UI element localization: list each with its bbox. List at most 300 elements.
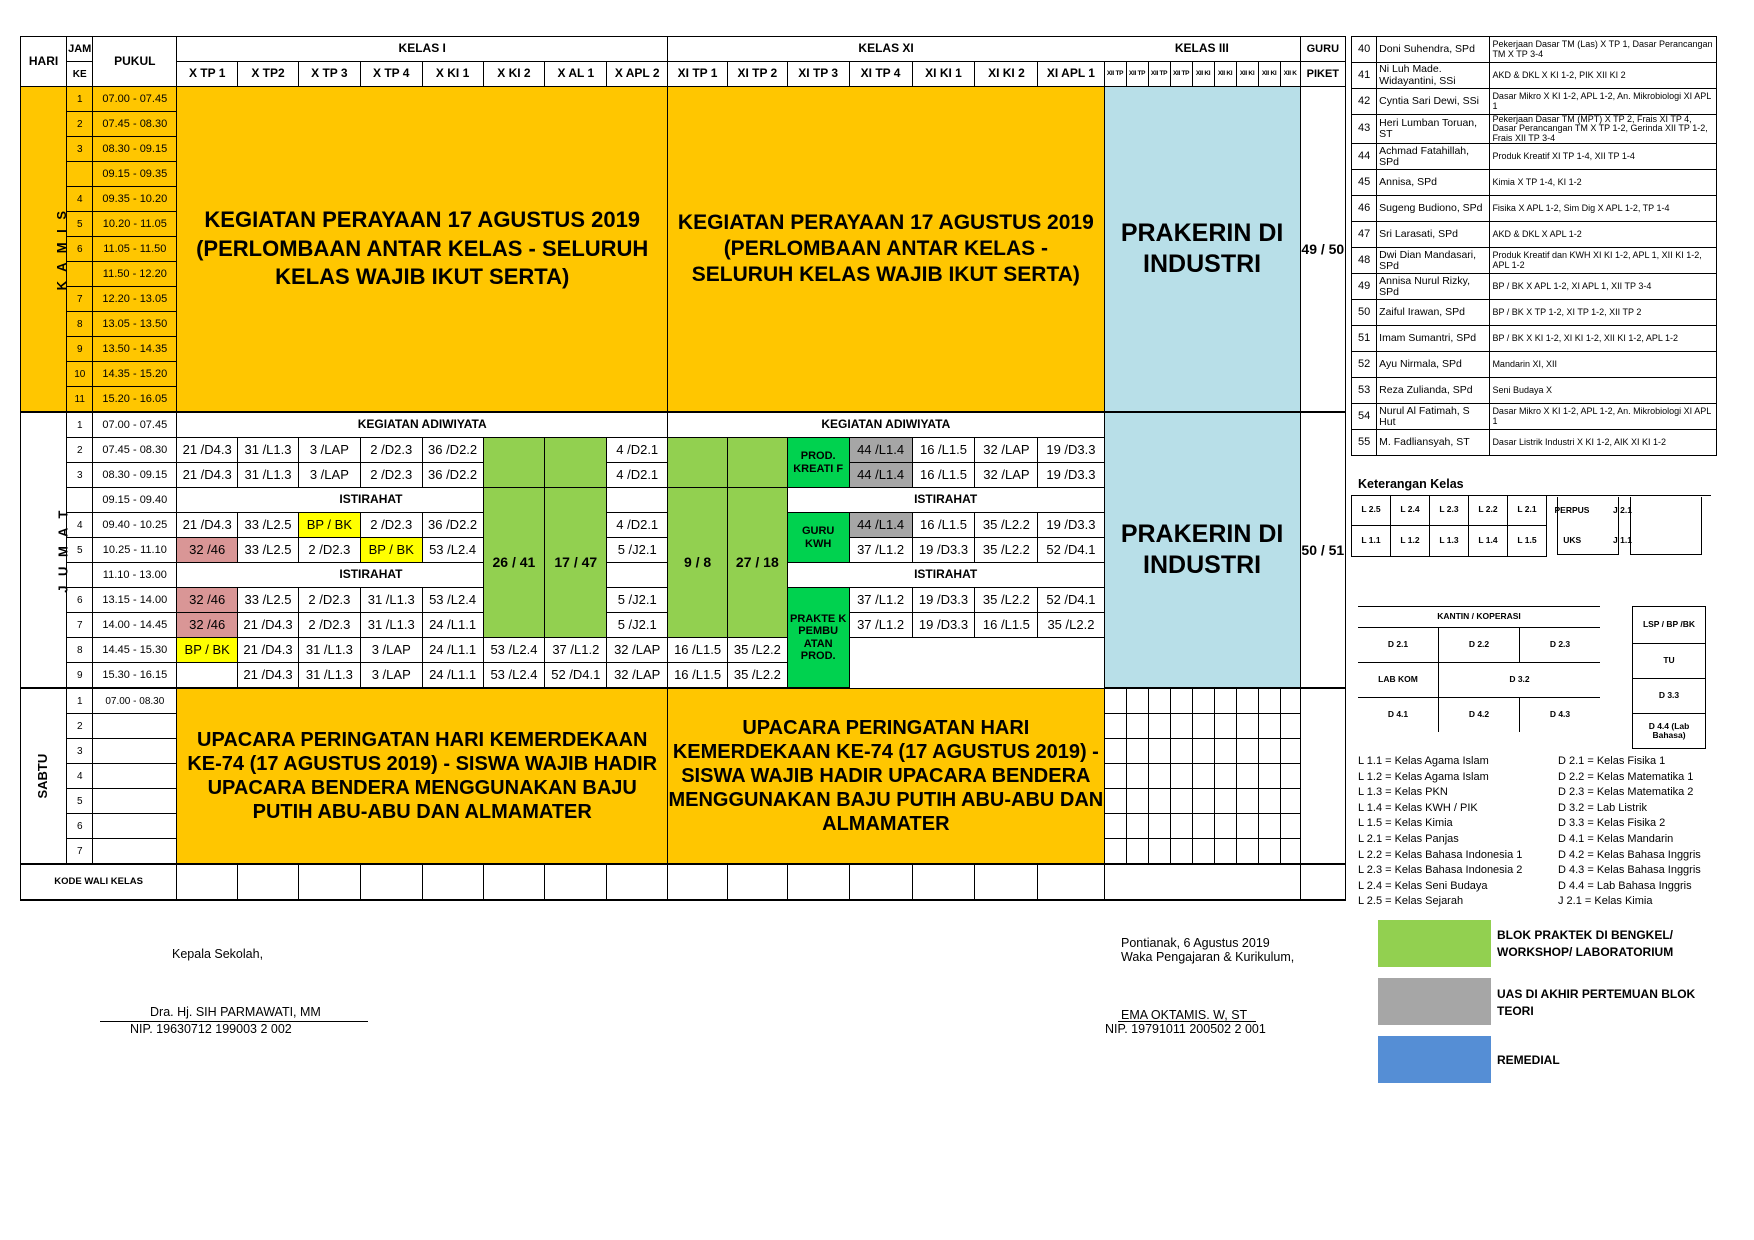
sig-left-nip: NIP. 19630712 199003 2 002 (130, 1022, 292, 1036)
practice-block (545, 438, 607, 488)
room-perpus: PERPUS (1554, 504, 1590, 515)
schedule-cell: 21 /D4.3 (238, 638, 299, 663)
schedule-cell: 16 /L1.5 (668, 638, 728, 663)
block-xi-tp2: 27 / 18 (727, 488, 787, 638)
period-time: 09.15 - 09.40 (93, 488, 177, 513)
class-xi-tp4: XI TP 4 (849, 62, 912, 87)
teacher-row (1352, 404, 1717, 430)
schedule-cell: 21 /D4.3 (177, 513, 238, 538)
period-no: 1 (67, 688, 93, 714)
istirahat-xi: ISTIRAHAT (787, 488, 1104, 513)
schedule-cell: 31 /L1.3 (360, 588, 422, 613)
teacher-name: Nurul Al Fatimah, S Hut (1377, 404, 1490, 430)
schedule-cell: 36 /D2.2 (422, 438, 483, 463)
teacher-no: 46 (1352, 196, 1377, 222)
period-no: 1 (67, 87, 93, 112)
keterangan-title: Keterangan Kelas (1358, 477, 1464, 491)
schedule-cell: 53 /L2.4 (483, 638, 545, 663)
period-time: 07.00 - 07.45 (93, 412, 177, 438)
legend-item: D 4.1 = Kelas Mandarin (1558, 832, 1674, 845)
schedule-cell: 21 /D4.3 (177, 463, 238, 488)
teacher-no: 51 (1352, 326, 1377, 352)
legend-item: D 3.3 = Kelas Fisika 2 (1558, 817, 1666, 830)
period-time: 11.10 - 13.00 (93, 563, 177, 588)
schedule-cell: 32 /46 (177, 613, 238, 638)
room-uks: UKS (1563, 535, 1582, 546)
class-xii: XII K (1280, 62, 1300, 87)
schedule-cell: 24 /L1.1 (422, 613, 483, 638)
schedule-cell: 31 /L1.3 (298, 638, 360, 663)
teachers-table (1351, 36, 1717, 456)
schedule-cell: 37 /L1.2 (849, 613, 912, 638)
class-xii: XII KI (1236, 62, 1258, 87)
schedule-table (20, 36, 1346, 901)
class-xi-ki2: XI KI 2 (975, 62, 1038, 87)
practice-block (727, 438, 787, 488)
istirahat-x: ISTIRAHAT (177, 563, 483, 588)
period-time: 14.35 - 15.20 (93, 362, 177, 387)
legend-item: D 4.3 = Kelas Bahasa Inggris (1558, 864, 1701, 877)
period-no: 8 (67, 312, 93, 337)
room-labkom: LAB KOM (1358, 663, 1439, 698)
room-cell: L 1.1 (1352, 526, 1391, 557)
legend-item: L 1.1 = Kelas Agama Islam (1358, 755, 1489, 767)
teacher-row (1352, 170, 1717, 196)
period-time: 11.05 - 11.50 (93, 237, 177, 262)
schedule-cell: 3 /LAP (298, 463, 360, 488)
teacher-subject: BP / BK X TP 1-2, XI TP 1-2, XII TP 2 (1490, 300, 1717, 326)
teacher-subject: Produk Kreatif XI TP 1-4, XII TP 1-4 (1490, 144, 1717, 170)
legend-item: D 3.2 = Lab Listrik (1558, 801, 1647, 814)
sig-left-title: Kepala Sekolah, (172, 947, 264, 961)
swatch-remedial-label: REMEDIAL (1497, 1053, 1560, 1067)
header-kelas-xii: KELAS III (1104, 37, 1300, 62)
legend-item: L 2.5 = Kelas Sejarah (1358, 895, 1464, 908)
schedule-cell: 19 /D3.3 (912, 613, 975, 638)
period-time: 07.45 - 08.30 (93, 438, 177, 463)
period-time: 13.50 - 14.35 (93, 337, 177, 362)
guru-kwh-cell: GURU KWH (787, 513, 849, 563)
room-cell: L 2.1 (1508, 495, 1547, 526)
legend-l-list (1358, 754, 1558, 910)
kode-wali-label: KODE WALI KELAS (21, 864, 177, 900)
schedule-cell: 2 /D2.3 (360, 438, 422, 463)
room-cell: L 2.3 (1430, 495, 1469, 526)
period-no: 7 (67, 839, 93, 865)
teacher-subject: Seni Budaya X (1490, 378, 1717, 404)
teacher-subject: Produk Kreatif dan KWH XI KI 1-2, APL 1, XII KI 1-2, APL 1-2 (1490, 248, 1717, 274)
swatch-remedial (1378, 1036, 1491, 1083)
period-time: 10.20 - 11.05 (93, 212, 177, 237)
schedule-cell: 24 /L1.1 (422, 663, 483, 689)
room-tu: TU (1633, 644, 1706, 679)
period-no: 6 (67, 237, 93, 262)
schedule-cell: 4 /D2.1 (607, 463, 668, 488)
teacher-row (1352, 144, 1717, 170)
schedule-cell: 3 /LAP (360, 638, 422, 663)
room-cell: D 2.1 (1358, 628, 1439, 663)
schedule-cell: 44 /L1.4 (849, 513, 912, 538)
legend-item: D 4.2 = Kelas Bahasa Inggris (1558, 848, 1701, 861)
schedule-cell: 52 /D4.1 (1038, 538, 1104, 563)
period-time: 14.45 - 15.30 (93, 638, 177, 663)
period-no: 6 (67, 588, 93, 613)
period-time: 10.25 - 11.10 (93, 538, 177, 563)
room-cell: D 4.3 (1520, 698, 1601, 733)
teacher-name: Doni Suhendra, SPd (1377, 37, 1490, 63)
schedule-cell: 53 /L2.4 (422, 588, 483, 613)
schedule-cell: 24 /L1.1 (422, 638, 483, 663)
room-j21: J 2.1 (1613, 504, 1632, 515)
day-sabtu: SABTU (21, 688, 67, 864)
swatch-praktek-label: BLOK PRAKTEK DI BENGKEL/ WORKSHOP/ LABORATORIUM (1497, 928, 1674, 959)
class-x-tp3: X TP 3 (298, 62, 360, 87)
teacher-subject: Pekerjaan Dasar TM (Las) X TP 1, Dasar Perancangan TM X TP 3-4 (1490, 37, 1717, 63)
period-time: 14.00 - 14.45 (93, 613, 177, 638)
schedule-cell: 31 /L1.3 (238, 463, 299, 488)
room-cell: L 1.5 (1508, 526, 1547, 557)
schedule-cell-bk: BP / BK (177, 638, 238, 663)
period-time: 07.00 - 07.45 (93, 87, 177, 112)
schedule-cell: 35 /L2.2 (975, 538, 1038, 563)
header-kelas-xi: KELAS XI (668, 37, 1104, 62)
schedule-cell: 44 /L1.4 (849, 463, 912, 488)
legend-item: L 2.1 = Kelas Panjas (1358, 832, 1459, 845)
schedule-cell: 35 /L2.2 (975, 588, 1038, 613)
class-x-apl2: X APL 2 (607, 62, 668, 87)
schedule-cell: 53 /L2.4 (422, 538, 483, 563)
legend-item: L 1.5 = Kelas Kimia (1358, 817, 1453, 830)
sig-right-title: Waka Pengajaran & Kurikulum, (1121, 950, 1295, 964)
room-d32: D 3.2 (1439, 663, 1601, 698)
room-cell: L 2.4 (1391, 495, 1430, 526)
prakerin-jumat: PRAKERIN DI INDUSTRI (1104, 412, 1300, 688)
class-xi-ki1: XI KI 1 (912, 62, 975, 87)
period-no: 4 (67, 764, 93, 789)
teacher-name: Imam Sumantri, SPd (1377, 326, 1490, 352)
schedule-cell: 52 /D4.1 (545, 663, 607, 689)
schedule-cell: 16 /L1.5 (975, 613, 1038, 638)
teacher-row (1352, 378, 1717, 404)
period-no: 4 (67, 513, 93, 538)
schedule-cell-bk: BP / BK (298, 513, 360, 538)
class-xii: XII TP (1170, 62, 1192, 87)
swatch-uas-label: UAS DI AKHIR PERTEMUAN BLOK TEORI (1497, 987, 1696, 1018)
room-cell: D 2.2 (1439, 628, 1520, 663)
schedule-cell: 35 /L2.2 (727, 663, 787, 689)
teacher-name: Heri Lumban Toruan, ST (1377, 115, 1490, 144)
class-x-tp1: X TP 1 (177, 62, 238, 87)
sig-left-name: Dra. Hj. SIH PARMAWATI, MM (150, 1005, 321, 1019)
class-xi-tp1: XI TP 1 (668, 62, 728, 87)
schedule-cell: 2 /D2.3 (360, 513, 422, 538)
prakerin-kamis: PRAKERIN DI INDUSTRI (1104, 87, 1300, 413)
teacher-subject: Fisika X APL 1-2, Sim Dig X APL 1-2, TP 1-4 (1490, 196, 1717, 222)
ceremony-kelas-xi: UPACARA PERINGATAN HARI KEMERDEKAAN KE-74 (17 AGUSTUS 2019) - SISWA WAJIB HADIR UPACARA BENDERA MENGGUNAKAN BAJU PUTIH ABU-ABU DAN ALMAMATER (668, 688, 1104, 864)
teacher-row (1352, 89, 1717, 115)
teacher-row (1352, 274, 1717, 300)
header-piket: PIKET (1300, 62, 1345, 87)
teacher-no: 40 (1352, 37, 1377, 63)
teacher-row (1352, 115, 1717, 144)
teacher-no: 52 (1352, 352, 1377, 378)
room-lsp: LSP / BP /BK (1633, 607, 1706, 644)
period-no: 10 (67, 362, 93, 387)
room-box (1557, 497, 1619, 555)
room-cell: L 1.2 (1391, 526, 1430, 557)
period-no: 6 (67, 814, 93, 839)
schedule-cell: 19 /D3.3 (1038, 463, 1104, 488)
teacher-name: Annisa, SPd (1377, 170, 1490, 196)
class-x-ki1: X KI 1 (422, 62, 483, 87)
schedule-cell: 32 /LAP (607, 663, 668, 689)
legend-d-list (1558, 754, 1738, 910)
room-cell: L 1.3 (1430, 526, 1469, 557)
piket-kamis: 49 / 50 (1300, 87, 1345, 413)
period-time: 09.15 - 09.35 (93, 162, 177, 187)
header-kelas-x: KELAS I (177, 37, 668, 62)
legend-item: J 2.1 = Kelas Kimia (1558, 895, 1653, 908)
teacher-name: Ayu Nirmala, SPd (1377, 352, 1490, 378)
period-no: 5 (67, 789, 93, 814)
teacher-row (1352, 37, 1717, 63)
period-no: 8 (67, 638, 93, 663)
legend-item: L 1.4 = Kelas KWH / PIK (1358, 801, 1478, 814)
event-kelas-x: KEGIATAN PERAYAAN 17 AGUSTUS 2019 (PERLOMBAAN ANTAR KELAS - SELURUH KELAS WAJIB IKUT SERTA) (177, 87, 668, 413)
teacher-subject: Dasar Mikro X KI 1-2, APL 1-2, An. Mikrobiologi XI APL 1 (1490, 404, 1717, 430)
teacher-name: Zaiful Irawan, SPd (1377, 300, 1490, 326)
class-xii: XII KI (1258, 62, 1280, 87)
room-cell: L 1.4 (1469, 526, 1508, 557)
adiwiyata-x: KEGIATAN ADIWIYATA (177, 412, 668, 438)
period-time: 13.15 - 14.00 (93, 588, 177, 613)
teacher-name: M. Fadliansyah, ST (1377, 430, 1490, 456)
teacher-row (1352, 326, 1717, 352)
period-no: 5 (67, 538, 93, 563)
schedule-cell: 21 /D4.3 (238, 613, 299, 638)
room-j11: J 1.1 (1613, 535, 1632, 546)
schedule-cell: 3 /LAP (298, 438, 360, 463)
class-xii: XII KI (1192, 62, 1214, 87)
schedule-cell-bk: BP / BK (360, 538, 422, 563)
period-time: 08.30 - 09.15 (93, 137, 177, 162)
teacher-subject: Dasar Listrik Industri X KI 1-2, AIK XI KI 1-2 (1490, 430, 1717, 456)
teacher-row (1352, 63, 1717, 89)
legend-item: D 2.1 = Kelas Fisika 1 (1558, 755, 1666, 767)
teacher-name: Cyntia Sari Dewi, SSi (1377, 89, 1490, 115)
class-xii: XII TP (1126, 62, 1148, 87)
teacher-subject: AKD & DKL X KI 1-2, PIK XII KI 2 (1490, 63, 1717, 89)
room-box (1630, 497, 1702, 555)
room-cell: L 2.5 (1352, 495, 1391, 526)
teacher-no: 49 (1352, 274, 1377, 300)
teacher-name: Annisa Nurul Rizky, SPd (1377, 274, 1490, 300)
schedule-cell: 21 /D4.3 (177, 438, 238, 463)
teacher-no: 47 (1352, 222, 1377, 248)
schedule-cell: 35 /L2.2 (727, 638, 787, 663)
swatch-praktek (1378, 920, 1491, 967)
schedule-cell: 36 /D2.2 (422, 463, 483, 488)
period-time: 15.20 - 16.05 (93, 387, 177, 413)
schedule-cell: 35 /L2.2 (1038, 613, 1104, 638)
period-time: 13.05 - 13.50 (93, 312, 177, 337)
teacher-subject: Kimia X TP 1-4, KI 1-2 (1490, 170, 1717, 196)
schedule-cell: 32 /LAP (975, 438, 1038, 463)
period-no: 3 (67, 137, 93, 162)
schedule-cell: 5 /J2.1 (607, 588, 668, 613)
schedule-cell: 2 /D2.3 (298, 613, 360, 638)
class-xi-tp3: XI TP 3 (787, 62, 849, 87)
event-kelas-xi: KEGIATAN PERAYAAN 17 AGUSTUS 2019 (PERLOMBAAN ANTAR KELAS - SELURUH KELAS WAJIB IKUT SERTA) (668, 87, 1104, 413)
practice-block (483, 438, 545, 488)
prod-kreatif-cell: PROD. KREATI F (787, 438, 849, 488)
teacher-name: Sugeng Budiono, SPd (1377, 196, 1490, 222)
schedule-cell: 31 /L1.3 (238, 438, 299, 463)
room-grid-d (1358, 606, 1600, 732)
schedule-cell: 16 /L1.5 (668, 663, 728, 689)
room-cell: L 2.2 (1469, 495, 1508, 526)
ceremony-kelas-x: UPACARA PERINGATAN HARI KEMERDEKAAN KE-74 (17 AGUSTUS 2019) - SISWA WAJIB HADIR UPACARA BENDERA MENGGUNAKAN BAJU PUTIH ABU-ABU DAN ALMAMATER (177, 688, 668, 864)
schedule-cell: 5 /J2.1 (607, 613, 668, 638)
period-no: 2 (67, 438, 93, 463)
schedule-cell: 52 /D4.1 (1038, 588, 1104, 613)
teacher-no: 43 (1352, 115, 1377, 144)
schedule-cell: 19 /D3.3 (1038, 513, 1104, 538)
period-no: 4 (67, 187, 93, 212)
teacher-row (1352, 222, 1717, 248)
schedule-cell: 37 /L1.2 (849, 538, 912, 563)
teacher-subject: AKD & DKL X APL 1-2 (1490, 222, 1717, 248)
period-no: 1 (67, 412, 93, 438)
class-x-ki2: X KI 2 (483, 62, 545, 87)
teacher-row (1352, 430, 1717, 456)
period-time: 11.50 - 12.20 (93, 262, 177, 287)
schedule-cell: 33 /L2.5 (238, 513, 299, 538)
adiwiyata-xi: KEGIATAN ADIWIYATA (668, 412, 1104, 438)
teacher-row (1352, 300, 1717, 326)
teacher-no: 45 (1352, 170, 1377, 196)
teacher-no: 48 (1352, 248, 1377, 274)
legend-item: L 2.4 = Kelas Seni Budaya (1358, 879, 1488, 892)
schedule-cell: 32 /46 (177, 538, 238, 563)
legend-item: D 2.3 = Kelas Matematika 2 (1558, 786, 1694, 799)
teacher-name: Sri Larasati, SPd (1377, 222, 1490, 248)
room-cell: D 2.3 (1520, 628, 1601, 663)
teacher-no: 42 (1352, 89, 1377, 115)
schedule-cell: 32 /46 (177, 588, 238, 613)
legend-item: D 4.4 = Lab Bahasa Inggris (1558, 879, 1692, 892)
teacher-subject: Pekerjaan Dasar TM (MPT) X TP 2, Frais XI TP 4, Dasar Perancangan TM X TP 1-2, Gerinda XII TP 1-2, Frais XII TP 3-4 (1490, 115, 1717, 144)
teacher-name: Reza Zulianda, SPd (1377, 378, 1490, 404)
teacher-subject: Dasar Mikro X KI 1-2, APL 1-2, An. Mikrobiologi XI APL 1 (1490, 89, 1717, 115)
period-time: 08.30 - 09.15 (93, 463, 177, 488)
schedule-cell: 37 /L1.2 (849, 588, 912, 613)
period-no: 2 (67, 714, 93, 739)
day-jumat: J U M A T (21, 412, 67, 688)
teacher-no: 44 (1352, 144, 1377, 170)
teacher-no: 53 (1352, 378, 1377, 404)
period-no: 9 (67, 337, 93, 362)
schedule-cell: 31 /L1.3 (298, 663, 360, 689)
schedule-cell: 36 /D2.2 (422, 513, 483, 538)
schedule-cell (177, 663, 238, 689)
teacher-subject: BP / BK X APL 1-2, XI APL 1, XII TP 3-4 (1490, 274, 1717, 300)
teacher-row (1352, 248, 1717, 274)
room-cell: D 4.1 (1358, 698, 1439, 733)
schedule-cell: 16 /L1.5 (912, 463, 975, 488)
schedule-cell: 4 /D2.1 (607, 513, 668, 538)
teacher-row (1352, 352, 1717, 378)
schedule-cell: 16 /L1.5 (912, 438, 975, 463)
period-time: 07.00 - 08.30 (93, 688, 177, 714)
class-x-tp4: X TP 4 (360, 62, 422, 87)
swatch-uas (1378, 978, 1491, 1025)
class-x-al1: X AL 1 (545, 62, 607, 87)
istirahat-x: ISTIRAHAT (177, 488, 483, 513)
teacher-name: Dwi Dian Mandasari, SPd (1377, 248, 1490, 274)
kantin-label: KANTIN / KOPERASI (1358, 607, 1600, 628)
schedule-cell: 33 /L2.5 (238, 588, 299, 613)
header-jam: JAM (67, 37, 93, 62)
period-no: 3 (67, 463, 93, 488)
period-time: 09.40 - 10.25 (93, 513, 177, 538)
period-no: 9 (67, 663, 93, 689)
schedule-cell: 32 /LAP (607, 638, 668, 663)
schedule-cell: 33 /L2.5 (238, 538, 299, 563)
period-no: 5 (67, 212, 93, 237)
teacher-row (1352, 196, 1717, 222)
schedule-cell: 21 /D4.3 (238, 663, 299, 689)
teacher-name: Ni Luh Made. Widayantini, SSi (1377, 63, 1490, 89)
legend-item: L 2.3 = Kelas Bahasa Indonesia 2 (1358, 864, 1523, 877)
class-xi-apl1: XI APL 1 (1038, 62, 1104, 87)
schedule-cell: 32 /LAP (975, 463, 1038, 488)
period-time: 09.35 - 10.20 (93, 187, 177, 212)
istirahat-gap (607, 563, 668, 588)
istirahat-gap (607, 488, 668, 513)
header-ke: KE (67, 62, 93, 87)
schedule-cell: 53 /L2.4 (483, 663, 545, 689)
teacher-no: 55 (1352, 430, 1377, 456)
istirahat-xi: ISTIRAHAT (787, 563, 1104, 588)
period-no (67, 162, 93, 187)
schedule-cell: 4 /D2.1 (607, 438, 668, 463)
teacher-subject: Mandarin XI, XII (1490, 352, 1717, 378)
period-time: 07.45 - 08.30 (93, 112, 177, 137)
sig-right-place: Pontianak, 6 Agustus 2019 (1121, 936, 1270, 950)
schedule-cell: 35 /L2.2 (975, 513, 1038, 538)
schedule-cell: 2 /D2.3 (360, 463, 422, 488)
period-no: 3 (67, 739, 93, 764)
header-hari: HARI (21, 37, 67, 87)
legend-item: D 2.2 = Kelas Matematika 1 (1558, 770, 1694, 783)
schedule-cell: 2 /D2.3 (298, 538, 360, 563)
class-xi-tp2: XI TP 2 (727, 62, 787, 87)
teacher-no: 54 (1352, 404, 1377, 430)
teacher-name: Achmad Fatahillah, SPd (1377, 144, 1490, 170)
room-cell: D 4.2 (1439, 698, 1520, 733)
schedule-cell: 2 /D2.3 (298, 588, 360, 613)
legend-item: L 2.2 = Kelas Bahasa Indonesia 1 (1358, 848, 1523, 861)
schedule-cell: 37 /L1.2 (545, 638, 607, 663)
legend-item: L 1.3 = Kelas PKN (1358, 786, 1448, 799)
teacher-no: 50 (1352, 300, 1377, 326)
legend-item: L 1.2 = Kelas Agama Islam (1358, 770, 1489, 783)
period-no: 2 (67, 112, 93, 137)
teacher-no: 41 (1352, 63, 1377, 89)
teacher-subject: BP / BK X KI 1-2, XI KI 1-2, XII KI 1-2, APL 1-2 (1490, 326, 1717, 352)
period-no: 7 (67, 287, 93, 312)
